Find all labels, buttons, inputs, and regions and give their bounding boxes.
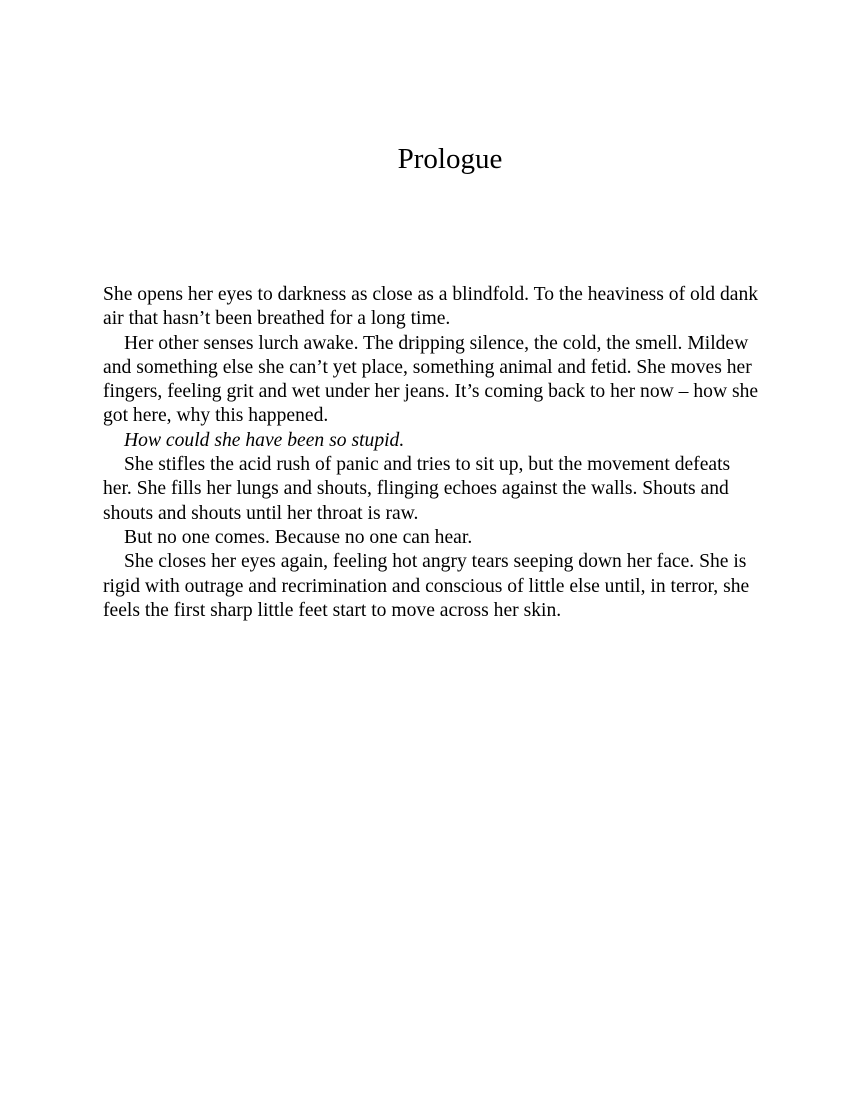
chapter-title: Prologue	[397, 143, 503, 175]
paragraph-2: Her other senses lurch awake. The dripping silence, the cold, the smell. Mildew and something else she can’t yet place, something animal and fetid. She moves her fingers, feeling grit and wet under her jeans. It’s coming back to her now – how she got here, why this happened.	[103, 332, 759, 427]
paragraph-1: She opens her eyes to darkness as close as a blindfold. To the heaviness of old dank air that hasn’t been breathed for a long time.	[103, 284, 759, 330]
paragraph-5: But no one comes. Because no one can hear.	[124, 526, 473, 548]
paragraph-4: She stifles the acid rush of panic and tries to sit up, but the movement defeats her. She fills her lungs and shouts, flinging echoes against the walls. Shouts and shouts and shouts until her throat is raw.	[103, 454, 731, 524]
paragraph-3-italic: How could she have been so stupid.	[124, 429, 405, 451]
prologue-body	[103, 283, 763, 623]
paragraph-6: She closes her eyes again, feeling hot angry tears seeping down her face. She is rigid with outrage and recrimination and conscious of little else until, in terror, she feels the first sharp little feet start to move across her skin.	[103, 551, 750, 621]
